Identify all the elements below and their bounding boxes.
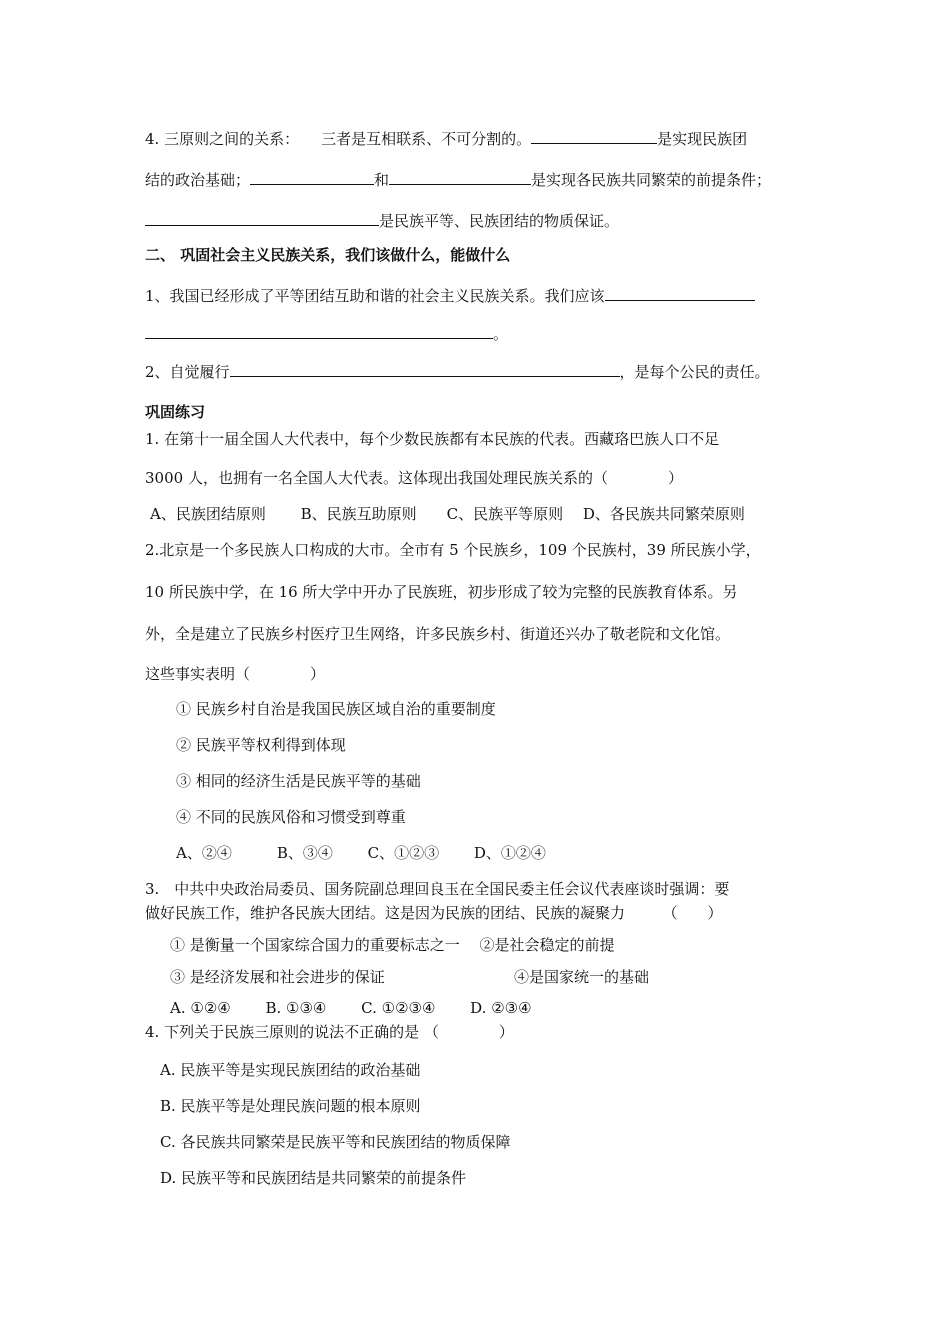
section2-q1-text: 1、我国已经形成了平等团结互助和谐的社会主义民族关系。我们应该 (145, 287, 605, 305)
item4-text-c: 是实现民族团 (657, 130, 748, 148)
item4-line2 (145, 168, 771, 190)
section2-q2-end: ，是每个公民的责任。 (619, 363, 770, 381)
section2-q1-line2 (145, 322, 508, 344)
item4-label: 4. 三原则之间的关系： (145, 130, 300, 148)
q3-statement-4: ④是国家统一的基础 (514, 968, 650, 986)
q2-line1: 2.北京是一个多民族人口构成的大市。全市有 5 个民族乡，109 个民族村，39 所民族小学， (145, 541, 761, 559)
item4-text-d: 结的政治基础； (145, 171, 251, 189)
q2-options: A、②④ B、③④ C、①②③ D、①②④ (176, 844, 546, 862)
item4-line3 (145, 209, 619, 231)
item4-line1 (145, 127, 747, 149)
section2-q2 (145, 360, 770, 382)
q4-option-d: D. 民族平等和民族团结是共同繁荣的前提条件 (160, 1169, 467, 1187)
practice-heading: 巩固练习 (145, 403, 206, 421)
blank-1[interactable] (531, 127, 657, 144)
q2-line3: 外，全是建立了民族乡村医疗卫生网络，许多民族乡村、街道还兴办了敬老院和文化馆。 (145, 625, 731, 643)
q2-statement-3: ③ 相同的经济生活是民族平等的基础 (176, 772, 421, 790)
q4-option-a: A. 民族平等是实现民族团结的政治基础 (160, 1061, 421, 1079)
section2-q1-end: 。 (493, 325, 509, 343)
blank-2[interactable] (250, 168, 374, 185)
q4-option-b: B. 民族平等是处理民族问题的根本原则 (160, 1097, 421, 1115)
q4-option-c: C. 各民族共同繁荣是民族平等和民族团结的物质保障 (160, 1133, 511, 1151)
item4-text: 三者是互相联系、不可分割的。 (321, 130, 532, 148)
blank-6[interactable] (145, 322, 493, 339)
blank-4[interactable] (145, 209, 379, 226)
q2-statement-4: ④ 不同的民族风俗和习惯受到尊重 (176, 808, 406, 826)
q1-line2: 3000 人，也拥有一名全国人大代表。这体现出我国处理民族关系的（ ） (145, 469, 683, 487)
item4-text-g: 是民族平等、民族团结的物质保证。 (379, 212, 620, 230)
q3-line1: 3. 中共中央政治局委员、国务院副总理回良玉在全国民委主任会议代表座谈时强调：要 (145, 880, 730, 898)
q2-line2: 10 所民族中学，在 16 所大学中开办了民族班，初步形成了较为完整的民族教育体系。另 (145, 583, 738, 601)
q3-options: A. ①②④ B. ①③④ C. ①②③④ D. ②③④ (170, 999, 532, 1017)
q2-line4: 这些事实表明（ ） (145, 665, 326, 683)
q2-statement-1: ① 民族乡村自治是我国民族区域自治的重要制度 (176, 700, 496, 718)
section2-heading: 二、 巩固社会主义民族关系，我们该做什么，能做什么 (145, 246, 511, 264)
q1-options: A、民族团结原则 B、民族互助原则 C、民族平等原则 D、各民族共同繁荣原则 (150, 505, 745, 523)
section2-q1-line1 (145, 284, 755, 306)
blank-7[interactable] (230, 360, 620, 377)
q3-statement-3: ③ 是经济发展和社会进步的保证 (170, 968, 385, 986)
q4-line1: 4. 下列关于民族三原则的说法不正确的是 （ ） (145, 1023, 514, 1041)
blank-3[interactable] (389, 168, 531, 185)
q1-line1: 1. 在第十一届全国人大代表中，每个少数民族都有本民族的代表。西藏珞巴族人口不足 (145, 430, 720, 448)
blank-5[interactable] (605, 284, 755, 301)
item4-text-f: 是实现各民族共同繁荣的前提条件； (531, 171, 772, 189)
q3-statements-1: ① 是衡量一个国家综合国力的重要标志之一 ②是社会稳定的前提 (170, 936, 615, 954)
q2-statement-2: ② 民族平等权利得到体现 (176, 736, 346, 754)
item4-text-e: 和 (374, 171, 390, 189)
q3-line2: 做好民族工作，维护各民族大团结。这是因为民族的团结、民族的凝聚力 （ ） (145, 904, 723, 922)
section2-q2-text: 2、自觉履行 (145, 363, 230, 381)
